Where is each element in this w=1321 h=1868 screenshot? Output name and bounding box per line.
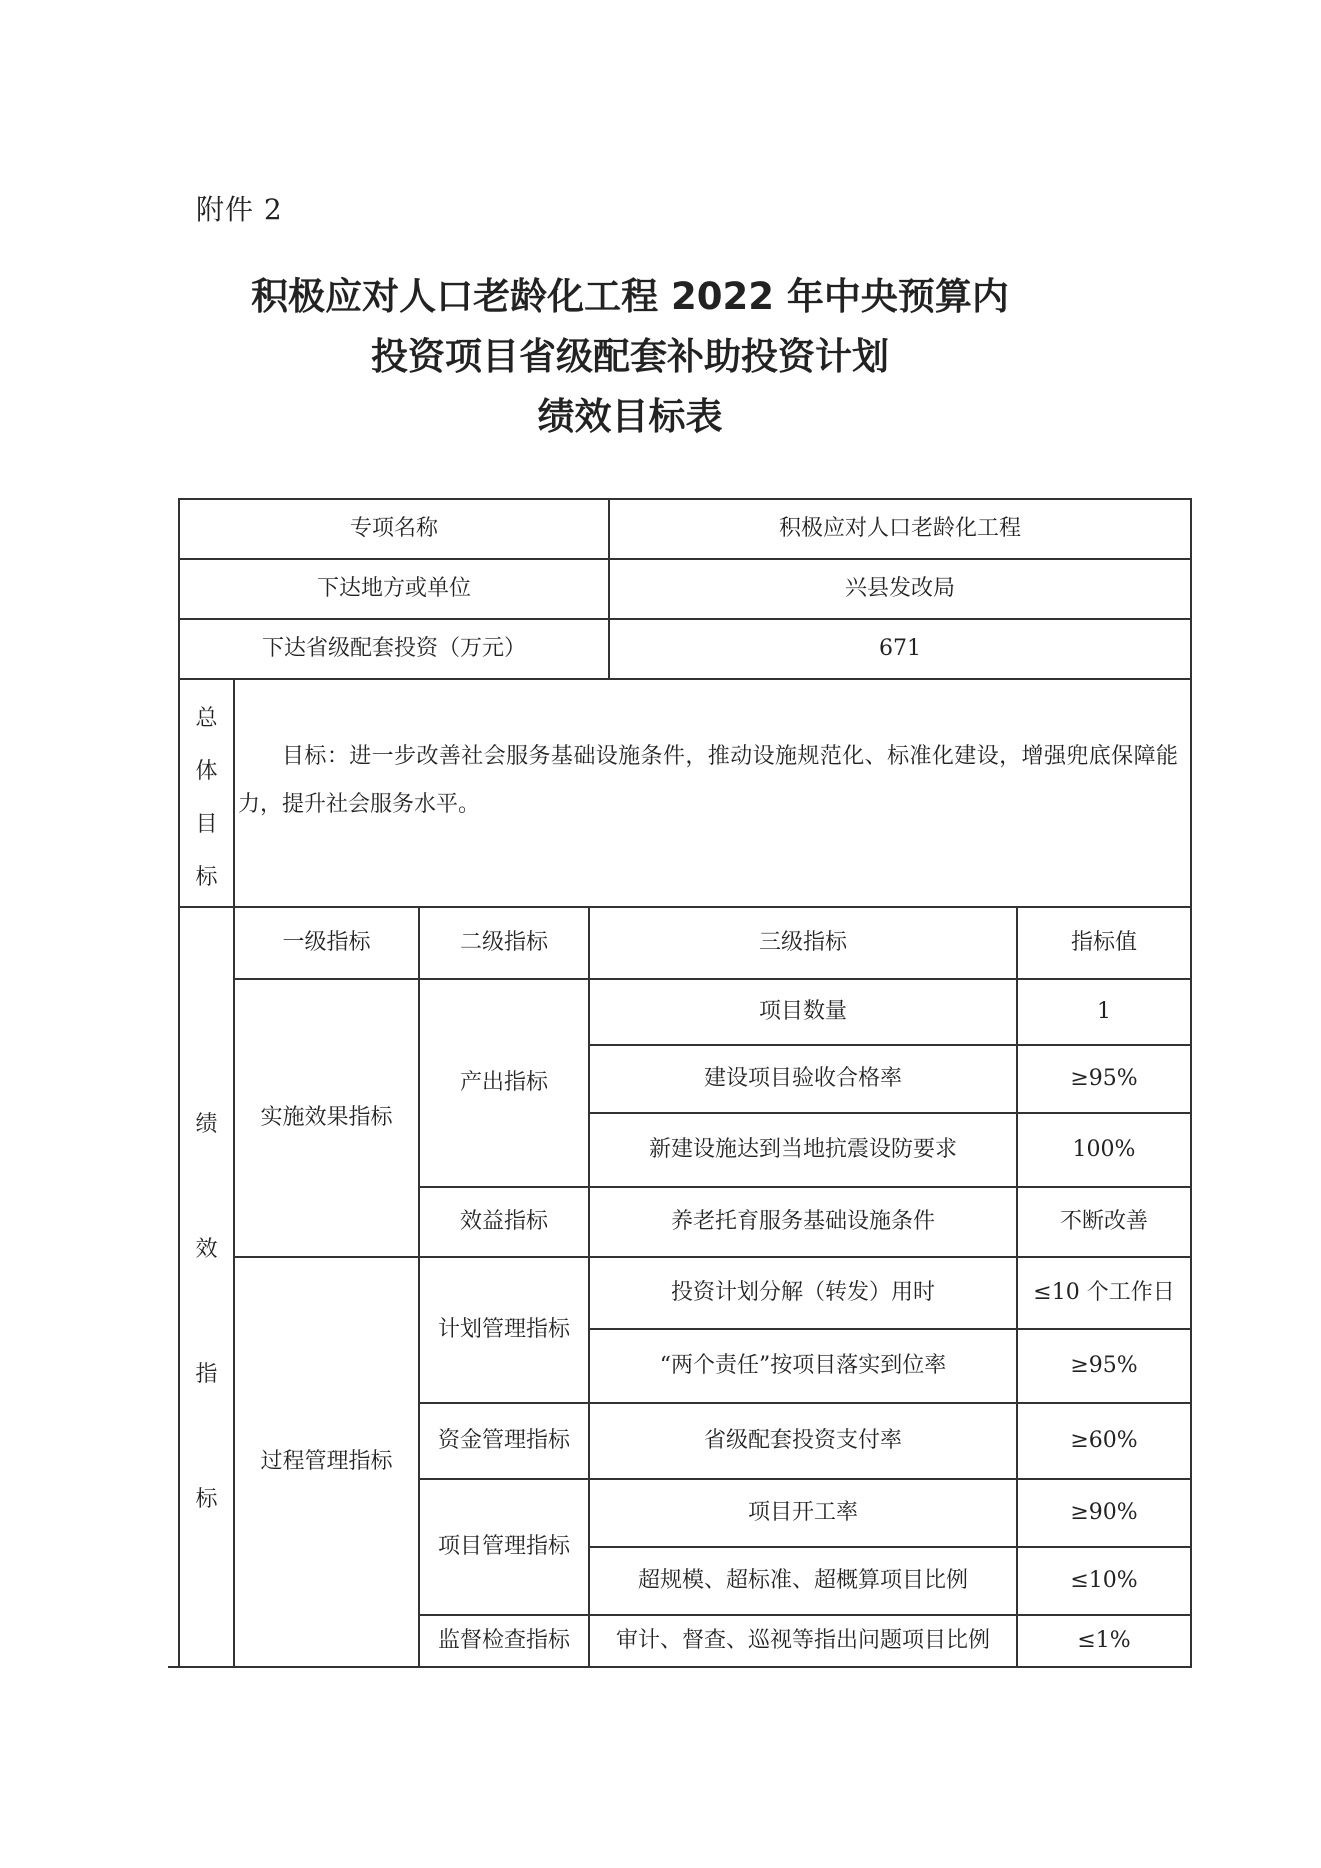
level2-fund-management: 资金管理指标 <box>437 1427 570 1453</box>
indicator-value: ≥95% <box>1070 1352 1138 1378</box>
level1-process-management: 过程管理指标 <box>260 1448 393 1474</box>
indicator-row: 养老托育服务基础设施条件 <box>670 1208 935 1234</box>
header-level3: 三级指标 <box>758 929 847 955</box>
overall-goal-char: 目 <box>195 812 218 837</box>
title-line-3: 绩效目标表 <box>537 395 723 438</box>
info-label-investment: 下达省级配套投资（万元） <box>261 635 526 661</box>
level2-project-management: 项目管理指标 <box>437 1533 570 1559</box>
info-value-recipient: 兴县发改局 <box>844 575 955 601</box>
indicator-row: 项目开工率 <box>747 1499 858 1525</box>
performance-char: 效 <box>195 1237 218 1262</box>
indicator-value: ≤10% <box>1070 1567 1138 1593</box>
info-label-recipient: 下达地方或单位 <box>316 575 471 601</box>
table-border-right <box>1190 498 1192 1668</box>
level2-output: 产出指标 <box>459 1069 548 1095</box>
indicator-value: ≥60% <box>1070 1427 1138 1453</box>
indicator-row: 投资计划分解（转发）用时 <box>670 1279 935 1305</box>
header-value: 指标值 <box>1070 929 1137 955</box>
overall-goal-char: 标 <box>195 865 218 890</box>
indicator-row: “两个责任”按项目落实到位率 <box>659 1352 947 1378</box>
indicator-row: 项目数量 <box>758 998 847 1024</box>
level2-benefit: 效益指标 <box>459 1208 548 1234</box>
indicator-value: ≥95% <box>1070 1065 1138 1091</box>
overall-goal-char: 体 <box>195 759 218 784</box>
indicator-value: 100% <box>1072 1136 1136 1162</box>
info-value-investment: 671 <box>879 635 921 661</box>
info-label-project-name: 专项名称 <box>349 515 438 541</box>
header-level1: 一级指标 <box>282 929 371 955</box>
title-line-2: 投资项目省级配套补助投资计划 <box>371 335 889 378</box>
level2-supervision: 监督检查指标 <box>437 1627 570 1653</box>
indicator-value: 1 <box>1097 998 1111 1024</box>
indicator-value: ≥90% <box>1070 1499 1138 1525</box>
table-border-bottom <box>168 1666 1192 1668</box>
indicator-value: ≤1% <box>1077 1627 1131 1653</box>
info-value-project-name: 积极应对人口老龄化工程 <box>778 515 1021 541</box>
indicator-value: ≤10 个工作日 <box>1033 1279 1175 1305</box>
level2-plan-management: 计划管理指标 <box>437 1316 570 1342</box>
title-line-1: 积极应对人口老龄化工程 2022 年中央预算内 <box>251 275 1009 318</box>
indicator-value: 不断改善 <box>1059 1208 1148 1234</box>
performance-char: 绩 <box>195 1112 218 1137</box>
performance-label <box>180 1060 233 1560</box>
indicator-row: 新建设施达到当地抗震设防要求 <box>648 1136 957 1162</box>
overall-goal-text: 目标：进一步改善社会服务基础设施条件，推动设施规范化、标准化建设，增强兜底保障能力，提升社会服务水平。 <box>238 744 1178 817</box>
indicator-row: 超规模、超标准、超概算项目比例 <box>637 1567 968 1593</box>
indicator-row: 建设项目验收合格率 <box>703 1065 902 1091</box>
overall-goal-label <box>180 690 233 902</box>
overall-goal-char: 总 <box>195 706 218 731</box>
performance-char: 指 <box>195 1362 218 1387</box>
performance-char: 标 <box>195 1487 218 1512</box>
header-level2: 二级指标 <box>459 929 548 955</box>
indicator-row: 省级配套投资支付率 <box>703 1427 902 1453</box>
attachment-label: 附件 2 <box>196 193 283 226</box>
indicator-row: 审计、督查、巡视等指出问题项目比例 <box>615 1627 990 1653</box>
row-line <box>178 678 1192 680</box>
level1-implementation-effect: 实施效果指标 <box>260 1104 393 1130</box>
